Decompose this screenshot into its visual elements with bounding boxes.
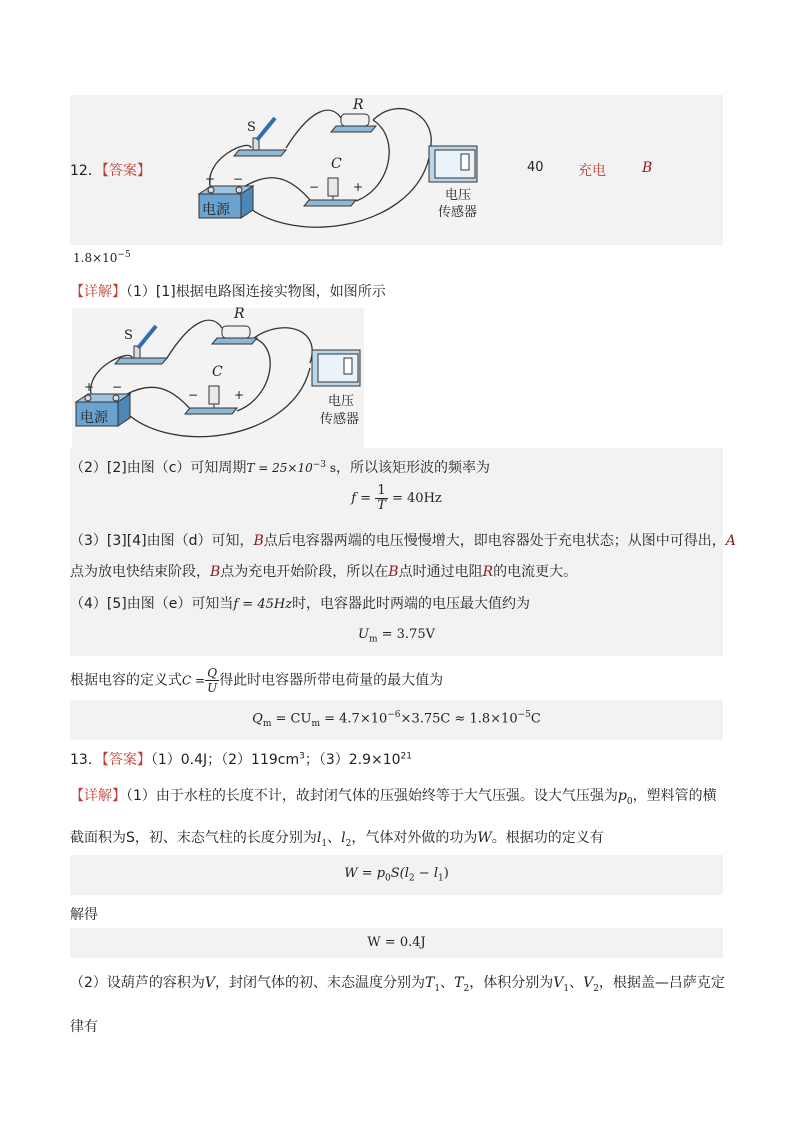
q13-detail-label: 【详解】: [70, 788, 126, 804]
q13-d2-c: 。根据功的定义有: [491, 830, 604, 846]
detail-p3-f: 的电流更大。: [493, 564, 578, 580]
q12-ans3: B: [642, 160, 653, 176]
q12-ans4-exp: ×10: [92, 251, 118, 265]
eq-q-unit: C: [530, 711, 541, 727]
detail-p3-R: R: [482, 564, 494, 580]
q13-d3: （2）设葫芦的容积为: [70, 975, 205, 991]
label2-cap-plus: +: [234, 388, 245, 402]
eq-f-frac: [375, 484, 388, 513]
label2-sensor-2: 传感器: [320, 412, 360, 427]
label2-C: C: [212, 364, 223, 380]
q13-d1: （1）由于水柱的长度不计，故封闭气体的压强始终等于大气压强。设大气压强为: [126, 788, 618, 804]
label2-R: R: [234, 306, 245, 322]
q13-ans-b: ；（3）2.9×10: [304, 752, 401, 768]
label2-cap-minus: −: [188, 388, 199, 402]
q13-number: 13．: [70, 752, 102, 768]
eq-f-lhs: f =: [351, 491, 372, 506]
label-source-plus: +: [205, 172, 216, 186]
label2-S: S: [124, 328, 133, 343]
detail-band-12: [70, 448, 723, 656]
q13-ans: （1）0.4J；（2）119cm: [150, 752, 300, 768]
q13-d1-b: ，塑料管的横: [632, 788, 717, 804]
eq-w-c: − l: [414, 866, 438, 881]
eq-q-pow2: −5: [517, 710, 531, 720]
eq-charge: $Q_m = CU_m = 4.7\times 10^{-6}\times 3.75C \approx 1.8\times 10^{-5}C$: [252, 710, 541, 729]
detail-p3-B2: B: [210, 564, 221, 580]
detail-p3-a: （3）[3][4]由图（d）可知，: [70, 533, 254, 549]
eq-q-mid2: ×3.75C ≈ 1.8×10: [400, 711, 518, 727]
q12-ans4-pow: −5: [117, 250, 131, 260]
circuit-diagram-1: [191, 98, 483, 238]
eq-q-mid: = CU: [275, 711, 312, 727]
label-source: 电源: [202, 202, 230, 218]
eq-um: $U_m = 3.75V$: [357, 627, 435, 645]
q12-ans4: [73, 250, 131, 265]
detail-p5-num: Q: [207, 666, 218, 680]
q12-number: 12．: [70, 163, 102, 179]
detail-p2-b: ，所以该矩形波的频率为: [335, 460, 490, 476]
label-source-minus: −: [233, 172, 244, 186]
detail-p3-c: 点为放电快结束阶段，: [70, 564, 210, 580]
detail-p4-f: f = 45Hz: [233, 597, 293, 612]
detail-p5-den: U: [207, 681, 218, 695]
eq-frequency: [70, 484, 723, 513]
q13-ans-pow2: 21: [400, 751, 412, 762]
detail-p3-B: B: [253, 533, 264, 549]
detail-p3-line2: [70, 561, 577, 581]
detail-p3-line1: [70, 530, 736, 550]
q13-d4: 律有: [70, 1019, 98, 1035]
q12-answer-label: 【答案】: [101, 163, 151, 179]
q13-ans-pow: 3: [299, 751, 305, 762]
detail-label: 【详解】: [70, 284, 126, 300]
detail-p4-a: （4）[5]由图（e）可知当: [70, 596, 234, 612]
label-sensor-2: 传感器: [438, 205, 478, 220]
q12-ans4-base: 1.8: [73, 251, 93, 265]
detail-p3-A: A: [725, 533, 736, 549]
eq-f-rhs: = 40Hz: [392, 491, 442, 506]
eq-um-rhs: = 3.75V: [381, 627, 435, 642]
label2-sensor-1: 电压: [328, 394, 355, 409]
detail-p3-b: 点后电容器两端的电压慢慢增大，即电容器处于充电状态；从图中可得出，: [263, 533, 726, 549]
eq-work-result: [70, 935, 723, 950]
q13-answer-line: [70, 749, 412, 769]
eq-w-a: W = p: [344, 866, 386, 881]
eq-w-d: ): [443, 866, 449, 881]
q12-ans1: 40: [527, 160, 544, 175]
detail-p5-a: 根据电容的定义式: [70, 672, 182, 689]
detail-p1-line: [70, 281, 386, 301]
eq-f-den: T: [377, 498, 386, 513]
eq-w2: W = 0.4J: [367, 935, 426, 950]
q12-ans2: 充电: [578, 163, 606, 179]
detail-p4-b: 时，电容器此时两端的电压最大值约为: [292, 596, 531, 612]
detail-p5-line: [70, 666, 443, 695]
detail-p3-B3: B: [388, 564, 399, 580]
detail-p1: （1）[1]根据电路图连接实物图，如图所示: [126, 284, 386, 300]
detail-p2-a: （2）[2]由图（c）可知周期: [70, 460, 247, 476]
label-C: C: [331, 156, 342, 172]
detail-p2-T-pow: −3: [312, 460, 326, 470]
detail-p2-T-unit: s: [326, 461, 336, 475]
q13-d2-line: 截面积为S，初、末态气柱的长度分别为$l_1$、$l_2$，气体对外做的功为W。根据功的定义有: [70, 830, 604, 849]
q13-d3-b: ，封闭气体的初、末态温度分别为: [215, 975, 426, 991]
q13-d3-V: V: [204, 975, 216, 991]
q13-d1-p0: p: [617, 788, 627, 804]
q13-answer-label: 【答案】: [101, 752, 151, 768]
label-cap-plus: +: [353, 180, 364, 194]
eq-f-num: 1: [375, 484, 388, 499]
q13-d3-c: ，体积分别为: [469, 975, 554, 991]
eq-q-pow1: −6: [387, 710, 401, 720]
label2-source-minus: −: [112, 380, 123, 394]
detail-p4-line: [70, 593, 530, 613]
label-S: S: [247, 120, 256, 135]
q13-d3-d: ，根据盖—吕萨克定: [598, 975, 725, 991]
eq-w-b: S(l: [390, 866, 409, 881]
q13-d2-b: ，气体对外做的功为: [351, 830, 478, 846]
detail-p2-T: T = 25×10: [246, 461, 313, 475]
eq-work: $W = p_0S(l_2 - l_1)$: [344, 866, 449, 884]
label2-source-plus: +: [84, 380, 95, 394]
detail-p5-b: 得此时电容器所带电荷量的最大值为: [219, 672, 444, 689]
q13-solve: 解得: [70, 907, 98, 923]
detail-p3-e: 点时通过电阻: [398, 564, 483, 580]
q13-d2-W: W: [477, 830, 492, 846]
q13-d3-line: （2）设葫芦的容积为V，封闭气体的初、末态温度分别为$T_1$、$T_2$，体积分别为$V_1$、$V_2$，根据盖—吕萨克定: [70, 975, 725, 994]
detail-p2-line: [70, 457, 490, 477]
p5-frac: [205, 666, 219, 695]
label-cap-minus: −: [309, 180, 320, 194]
q13-d2: 截面积为S，初、末态气柱的长度分别为: [70, 830, 317, 846]
label-sensor-1: 电压: [445, 188, 472, 203]
detail-p5-C: C =: [182, 673, 206, 688]
label2-source: 电源: [80, 410, 108, 426]
detail-p3-d: 点为充电开始阶段，所以在: [220, 564, 389, 580]
q13-d1-line: 【详解】（1）由于水柱的长度不计，故封闭气体的压强始终等于大气压强。设大气压强为$p_0$，塑料管的横: [70, 788, 717, 807]
label-R: R: [353, 97, 364, 113]
circuit-diagram-2: [72, 308, 364, 448]
eq-q-rhs: = 4.7×10: [319, 711, 388, 727]
q12-answer-line: [70, 160, 151, 180]
